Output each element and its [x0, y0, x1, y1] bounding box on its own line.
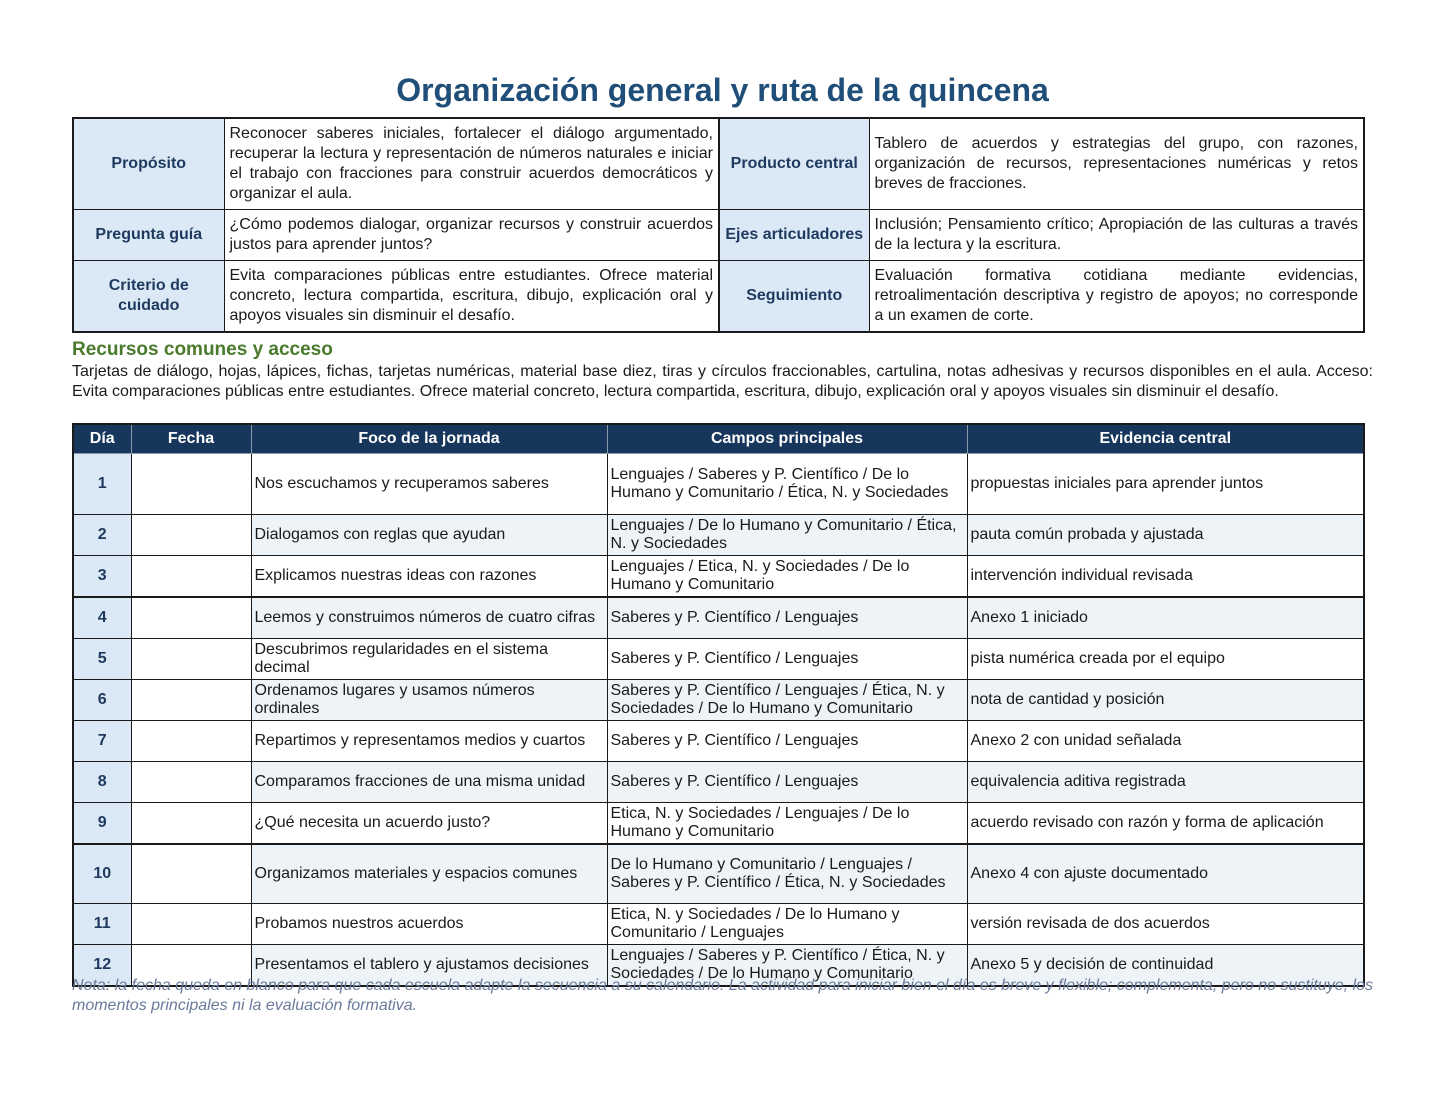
producto-label: Producto central: [719, 118, 869, 210]
seguimiento-label: Seguimiento: [719, 261, 869, 333]
seguimiento-value: Evaluación formativa cotidiana mediante evidencias, retroalimentación descriptiva y registro de apoyos; no corresponde a un examen de corte.: [869, 261, 1364, 333]
cell-foco: Leemos y construimos números de cuatro cifras: [251, 597, 607, 639]
cell-evidencia: Anexo 5 y decisión de continuidad: [967, 945, 1364, 987]
cell-foco: Probamos nuestros acuerdos: [251, 904, 607, 945]
cell-dia: 6: [73, 680, 131, 721]
cell-campos: Etica, N. y Sociedades / Lenguajes / De lo Humano y Comunitario: [607, 803, 967, 845]
cell-fecha[interactable]: [131, 639, 251, 680]
page-title: Organización general y ruta de la quincena: [396, 72, 1049, 108]
table-row: [73, 803, 1364, 845]
table-row: [73, 639, 1364, 680]
cell-campos: Saberes y P. Científico / Lenguajes: [607, 721, 967, 762]
table-row: [73, 454, 1364, 515]
cell-evidencia: equivalencia aditiva registrada: [967, 762, 1364, 803]
cell-foco: Dialogamos con reglas que ayudan: [251, 515, 607, 556]
cell-fecha[interactable]: [131, 680, 251, 721]
cell-fecha[interactable]: [131, 803, 251, 845]
proposito-value: Reconocer saberes iniciales, fortalecer el diálogo argumentado, recuperar la lectura y representación de números naturales e iniciar el trabajo con fracciones para construir acuerdos democráticos y organizar el aula.: [224, 118, 719, 210]
cell-campos: Lenguajes / Etica, N. y Sociedades / De lo Humano y Comunitario: [607, 556, 967, 598]
cell-evidencia: versión revisada de dos acuerdos: [967, 904, 1364, 945]
pregunta-label: Pregunta guía: [73, 210, 224, 261]
cell-evidencia: propuestas iniciales para aprender juntos: [967, 454, 1364, 515]
header-dia: Día: [73, 424, 131, 454]
cell-campos: Saberes y P. Científico / Lenguajes / Ética, N. y Sociedades / De lo Humano y Comunitario: [607, 680, 967, 721]
cell-foco: Comparamos fracciones de una misma unidad: [251, 762, 607, 803]
cell-dia: 5: [73, 639, 131, 680]
cell-campos: Saberes y P. Científico / Lenguajes: [607, 762, 967, 803]
producto-value: Tablero de acuerdos y estrategias del grupo, con razones, organización de recursos, representaciones numéricas y retos breves de fracciones.: [869, 118, 1364, 210]
cell-dia: 3: [73, 556, 131, 598]
cell-fecha[interactable]: [131, 844, 251, 904]
table-row: [73, 721, 1364, 762]
cell-fecha[interactable]: [131, 454, 251, 515]
cell-fecha[interactable]: [131, 556, 251, 598]
proposito-label: Propósito: [73, 118, 224, 210]
cell-evidencia: Anexo 4 con ajuste documentado: [967, 844, 1364, 904]
cell-dia: 2: [73, 515, 131, 556]
table-row: [73, 515, 1364, 556]
cell-dia: 1: [73, 454, 131, 515]
cell-campos: Lenguajes / Saberes y P. Científico / Ética, N. y Sociedades / De lo Humano y Comunitario: [607, 945, 967, 987]
pregunta-value: ¿Cómo podemos dialogar, organizar recursos y construir acuerdos justos para aprender juntos?: [224, 210, 719, 261]
recursos-text: Tarjetas de diálogo, hojas, lápices, fichas, tarjetas numéricas, material base diez, tiras y círculos fraccionables, cartulina, notas adhesivas y recursos disponibles en el aula. Acceso: Evita comparaciones públicas entre estudiantes. Ofrece material concreto, lectura compartida, escritura, dibujo, explicación oral y apoyos visuales sin disminuir el desafío.: [72, 363, 1373, 400]
cell-foco: Explicamos nuestras ideas con razones: [251, 556, 607, 598]
table-row: [73, 844, 1364, 904]
cell-dia: 8: [73, 762, 131, 803]
cell-foco: Repartimos y representamos medios y cuartos: [251, 721, 607, 762]
cell-fecha[interactable]: [131, 904, 251, 945]
cell-fecha[interactable]: [131, 597, 251, 639]
cell-foco: Descubrimos regularidades en el sistema decimal: [251, 639, 607, 680]
cell-campos: Lenguajes / De lo Humano y Comunitario / Ética, N. y Sociedades: [607, 515, 967, 556]
cell-fecha[interactable]: [131, 762, 251, 803]
cell-dia: 11: [73, 904, 131, 945]
cell-fecha[interactable]: [131, 721, 251, 762]
cell-campos: Saberes y P. Científico / Lenguajes: [607, 639, 967, 680]
header-foco: Foco de la jornada: [251, 424, 607, 454]
recursos-heading: Recursos comunes y acceso: [72, 339, 333, 360]
cell-evidencia: Anexo 2 con unidad señalada: [967, 721, 1364, 762]
cell-campos: Etica, N. y Sociedades / De lo Humano y Comunitario / Lenguajes: [607, 904, 967, 945]
header-fecha: Fecha: [131, 424, 251, 454]
days-header-row: [73, 424, 1364, 454]
header-evidencia: Evidencia central: [967, 424, 1364, 454]
cell-campos: Lenguajes / Saberes y P. Científico / De lo Humano y Comunitario / Ética, N. y Sociedades: [607, 454, 967, 515]
cell-dia: 7: [73, 721, 131, 762]
cell-dia: 12: [73, 945, 131, 987]
footnote: Nota: la fecha queda en blanco para que cada escuela adapte la secuencia a su calendario. La actividad para iniciar bien el día es breve y flexible; complementa, pero no sustituye, los momentos principales ni la evaluación formativa.: [72, 977, 1373, 1014]
table-row: [73, 597, 1364, 639]
cell-foco: Organizamos materiales y espacios comunes: [251, 844, 607, 904]
cell-campos: Saberes y P. Científico / Lenguajes: [607, 597, 967, 639]
cell-foco: ¿Qué necesita un acuerdo justo?: [251, 803, 607, 845]
cell-campos: De lo Humano y Comunitario / Lenguajes / Saberes y P. Científico / Ética, N. y Sociedades: [607, 844, 967, 904]
cell-evidencia: intervención individual revisada: [967, 556, 1364, 598]
table-row: [73, 762, 1364, 803]
cell-evidencia: nota de cantidad y posición: [967, 680, 1364, 721]
cell-fecha[interactable]: [131, 515, 251, 556]
cell-foco: Presentamos el tablero y ajustamos decisiones: [251, 945, 607, 987]
cell-dia: 4: [73, 597, 131, 639]
table-row: [73, 680, 1364, 721]
cell-dia: 10: [73, 844, 131, 904]
days-table: [72, 423, 1365, 987]
table-row: [73, 904, 1364, 945]
header-campos: Campos principales: [607, 424, 967, 454]
cell-foco: Ordenamos lugares y usamos números ordinales: [251, 680, 607, 721]
criterio-value: Evita comparaciones públicas entre estudiantes. Ofrece material concreto, lectura compartida, escritura, dibujo, explicación oral y apoyos visuales sin disminuir el desafío.: [224, 261, 719, 333]
cell-foco: Nos escuchamos y recuperamos saberes: [251, 454, 607, 515]
cell-evidencia: acuerdo revisado con razón y forma de aplicación: [967, 803, 1364, 845]
summary-table: [72, 117, 1365, 333]
criterio-label: Criterio de cuidado: [73, 261, 224, 333]
ejes-label: Ejes articuladores: [719, 210, 869, 261]
cell-dia: 9: [73, 803, 131, 845]
cell-evidencia: Anexo 1 iniciado: [967, 597, 1364, 639]
cell-evidencia: pista numérica creada por el equipo: [967, 639, 1364, 680]
table-row: [73, 556, 1364, 598]
cell-evidencia: pauta común probada y ajustada: [967, 515, 1364, 556]
ejes-value: Inclusión; Pensamiento crítico; Apropiación de las culturas a través de la lectura y la escritura.: [869, 210, 1364, 261]
